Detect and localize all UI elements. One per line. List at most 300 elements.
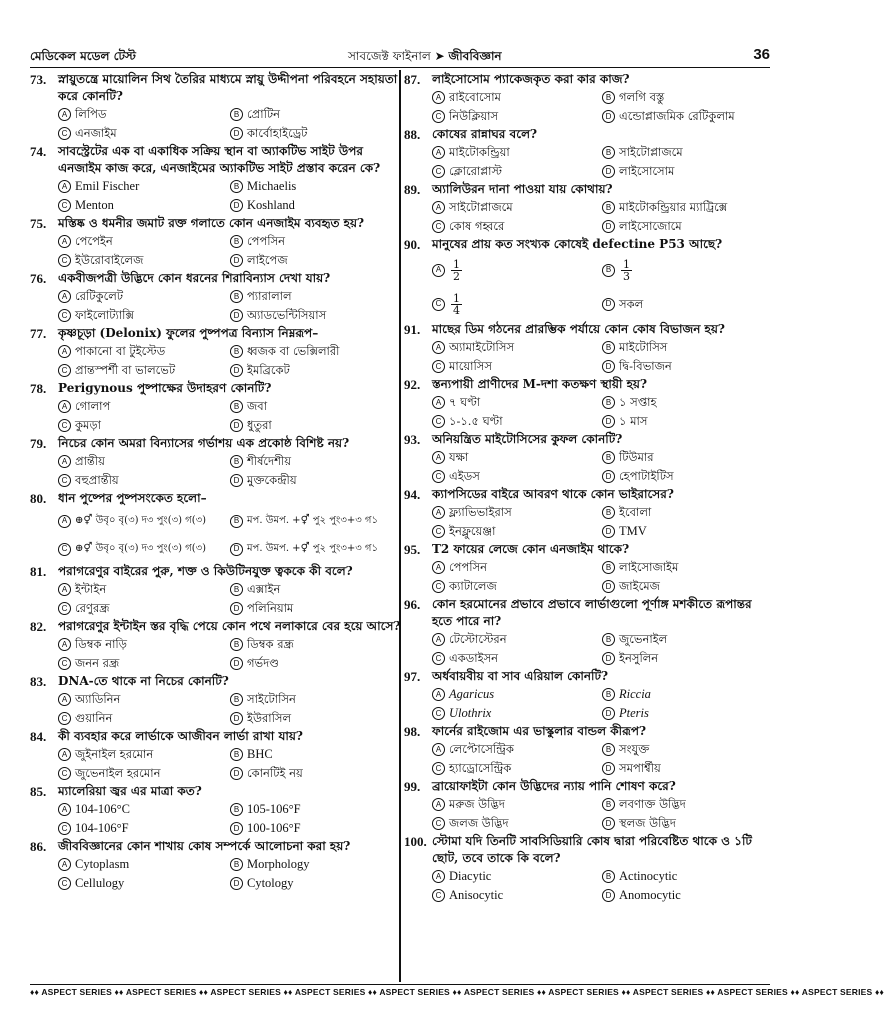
option-text: যক্ষা <box>449 450 469 464</box>
option-d[interactable] <box>602 217 772 236</box>
option-letter-circle-icon: D <box>602 652 615 665</box>
option-c[interactable] <box>432 886 602 905</box>
question-text: অর্ধবায়বীয় বা সাব এরিয়াল কোনটি? <box>432 669 609 683</box>
option-a[interactable] <box>432 253 602 287</box>
option-letter-circle-icon: A <box>432 633 445 646</box>
option-b[interactable] <box>230 855 402 874</box>
option-d[interactable] <box>602 287 772 321</box>
option-b[interactable] <box>602 143 772 162</box>
question-stem <box>404 431 772 448</box>
option-b[interactable] <box>602 685 772 704</box>
option-b[interactable] <box>602 338 772 357</box>
option-a[interactable] <box>58 580 230 599</box>
question-item <box>404 596 772 668</box>
options-grid <box>30 452 402 490</box>
question-stem <box>404 668 772 685</box>
options-grid <box>404 740 772 778</box>
option-b[interactable] <box>602 503 772 522</box>
option-letter-circle-icon: D <box>230 657 243 670</box>
option-d[interactable] <box>602 357 772 376</box>
option-text: জলজ উদ্ভিদ <box>449 816 509 830</box>
question-text: অ্যালিউরন দানা পাওয়া যায় কোথায়? <box>432 182 613 196</box>
option-letter-circle-icon: C <box>432 652 445 665</box>
option-c[interactable] <box>58 599 230 618</box>
question-text: স্তন্যপায়ী প্রাণীদের M-দশা কতক্ষণ স্থায়ী হয়? <box>432 377 647 391</box>
option-d[interactable] <box>230 709 402 728</box>
option-text: এইডস <box>449 469 480 483</box>
option-text: লবণাক্ত উদ্ভিদ <box>619 797 686 811</box>
footer-band: ♦♦ ASPECT SERIES ♦♦ ASPECT SERIES ♦♦ ASPECT SERIES ♦♦ ASPECT SERIES ♦♦ ASPECT SERIES ♦♦ ASPECT SERIES ♦♦ ASPECT SERIES ♦♦ ASPECT SERIES ♦♦ ASPECT SERIES ♦♦ ASPECT SERIES ♦♦ <box>30 984 770 1000</box>
option-a[interactable] <box>432 503 602 522</box>
option-d[interactable] <box>602 759 772 778</box>
option-letter-circle-icon: A <box>432 341 445 354</box>
question-item <box>30 215 402 270</box>
option-letter-circle-icon: D <box>602 525 615 538</box>
option-c[interactable] <box>58 196 230 215</box>
option-a[interactable] <box>432 740 602 759</box>
option-letter-circle-icon: A <box>58 345 71 358</box>
question-item <box>30 380 402 435</box>
option-text: লাইপেজ <box>247 253 288 267</box>
option-text: ⊕⚥ উবৃ০ বৃ(৩) দ৩ পুং(৩) গ(৩) <box>75 515 207 526</box>
question-item <box>30 728 402 783</box>
option-c[interactable] <box>432 814 602 833</box>
option-text: লাইসোজোমে <box>619 219 682 233</box>
option-text: ফ্ল্যাভিভাইরাস <box>449 505 512 519</box>
option-d[interactable] <box>230 874 402 893</box>
left-column <box>30 71 402 893</box>
option-text: জুভেনাইল <box>619 632 668 646</box>
option-d[interactable] <box>230 196 402 215</box>
option-d[interactable] <box>602 886 772 905</box>
option-letter-circle-icon: D <box>230 712 243 725</box>
option-d[interactable] <box>230 599 402 618</box>
option-b[interactable] <box>602 393 772 412</box>
option-b[interactable] <box>230 287 402 306</box>
question-item <box>404 126 772 181</box>
option-b[interactable] <box>230 745 402 764</box>
question-item <box>404 236 772 321</box>
question-text: জীববিজ্ঞানের কোন শাখায় কোষ সম্পর্কে আলোচনা করা হয়? <box>58 839 351 853</box>
option-b[interactable] <box>230 177 402 196</box>
option-b[interactable] <box>602 867 772 886</box>
option-letter-circle-icon: A <box>58 748 71 761</box>
option-c[interactable] <box>432 107 602 126</box>
option-text: নিউক্লিয়াস <box>449 109 499 123</box>
question-text: মস্তিষ্ক ও ধমনীর জমাট রক্ত গলাতে কোন এনজাইম ব্যবহৃত হয়? <box>58 216 365 230</box>
option-c[interactable] <box>432 577 602 596</box>
option-letter-circle-icon: C <box>432 817 445 830</box>
option-text: Anisocytic <box>449 888 504 902</box>
option-b[interactable] <box>230 690 402 709</box>
option-text: ক্যাটালেজ <box>449 579 497 593</box>
option-letter-circle-icon: D <box>230 822 243 835</box>
option-letter-circle-icon: D <box>230 127 243 140</box>
option-a[interactable] <box>432 143 602 162</box>
option-letter-circle-icon: B <box>602 688 615 701</box>
option-d[interactable] <box>230 471 402 490</box>
option-c[interactable] <box>58 654 230 673</box>
option-text: Pteris <box>619 706 649 720</box>
option-letter-circle-icon: A <box>432 798 445 811</box>
option-b[interactable] <box>602 88 772 107</box>
option-text: জনন রন্ধ্র <box>75 656 120 670</box>
option-letter-circle-icon: D <box>602 889 615 902</box>
question-item <box>404 321 772 376</box>
option-c[interactable] <box>58 361 230 380</box>
question-stem <box>404 778 772 795</box>
option-letter-circle-icon: A <box>432 201 445 214</box>
option-b[interactable] <box>602 630 772 649</box>
question-item <box>404 376 772 431</box>
option-text: স্থলজ উদ্ভিদ <box>619 816 676 830</box>
option-letter-circle-icon: A <box>58 455 71 468</box>
options-grid <box>404 685 772 723</box>
options-grid <box>404 393 772 431</box>
option-text: এনজাইম <box>75 126 117 140</box>
option-letter-circle-icon: D <box>602 707 615 720</box>
question-number: 89. <box>404 182 421 197</box>
question-number: 80. <box>30 491 47 506</box>
question-number: 87. <box>404 72 421 87</box>
option-c[interactable] <box>432 704 602 723</box>
question-number: 90. <box>404 237 421 252</box>
question-stem <box>30 270 402 287</box>
option-a[interactable] <box>58 397 230 416</box>
option-a[interactable] <box>432 198 602 217</box>
question-item <box>30 490 402 563</box>
option-a[interactable] <box>432 338 602 357</box>
question-stem <box>404 126 772 143</box>
option-d[interactable] <box>230 306 402 325</box>
options-grid <box>404 338 772 376</box>
option-d[interactable] <box>230 416 402 435</box>
option-text: দ্বি-বিভাজন <box>619 359 672 373</box>
fraction-denominator: 3 <box>623 269 630 283</box>
question-number: 97. <box>404 669 421 684</box>
option-a[interactable] <box>58 105 230 124</box>
option-d[interactable] <box>602 467 772 486</box>
option-c[interactable] <box>432 467 602 486</box>
option-letter-circle-icon: C <box>58 712 71 725</box>
question-text: কোন হরমোনের প্রভাবে প্রভাবে লার্ভাগুলো পূর্ণাঙ্গ মশকীতে রূপান্তর হতে পারে না? <box>432 597 752 628</box>
option-d[interactable] <box>602 704 772 723</box>
option-letter-circle-icon: A <box>58 583 71 596</box>
option-letter-circle-icon: D <box>602 220 615 233</box>
option-text: কার্বোহাইড্রেট <box>247 126 308 140</box>
option-letter-circle-icon: C <box>432 110 445 123</box>
option-letter-circle-icon: A <box>58 515 71 528</box>
question-number: 84. <box>30 729 47 744</box>
question-stem <box>30 838 402 855</box>
option-a[interactable] <box>432 867 602 886</box>
options-grid <box>404 198 772 236</box>
question-text: পরাগরেণুর বাইরের পুরু, শক্ত ও কিউটিনযুক্ত ত্বককে কী বলে? <box>58 564 353 578</box>
option-c[interactable] <box>432 217 602 236</box>
option-d[interactable] <box>602 162 772 181</box>
option-text: একডাইসন <box>449 651 499 665</box>
question-number: 92. <box>404 377 421 392</box>
option-c[interactable] <box>432 412 602 431</box>
option-a[interactable] <box>432 558 602 577</box>
option-c[interactable] <box>58 306 230 325</box>
option-d[interactable] <box>230 361 402 380</box>
option-letter-circle-icon: C <box>58 309 71 322</box>
option-text: ধ্বজক বা ভেক্সিলারী <box>247 344 340 358</box>
option-b[interactable] <box>602 448 772 467</box>
options-grid <box>30 105 402 143</box>
fraction-numerator: 1 <box>453 291 460 305</box>
option-text: Menton <box>75 198 114 212</box>
options-grid <box>404 630 772 668</box>
option-text: ইউরোবাইলেজ <box>75 253 144 267</box>
option-text: লেপ্টোসেন্ট্রিক <box>449 742 514 756</box>
fraction <box>621 259 632 282</box>
option-b[interactable] <box>230 635 402 654</box>
question-item <box>404 181 772 236</box>
option-text: সংযুক্ত <box>619 742 650 756</box>
question-item <box>30 270 402 325</box>
option-letter-circle-icon: C <box>58 657 71 670</box>
option-c[interactable] <box>58 124 230 143</box>
option-letter-circle-icon: A <box>58 858 71 871</box>
fraction-denominator: 2 <box>453 269 460 283</box>
option-letter-circle-icon: A <box>432 688 445 701</box>
option-letter-circle-icon: B <box>230 748 243 761</box>
question-stem <box>404 71 772 88</box>
question-number: 79. <box>30 436 47 451</box>
option-text: অ্যাডভেন্টিসিয়াস <box>247 308 327 322</box>
option-c[interactable] <box>432 162 602 181</box>
option-d[interactable] <box>602 649 772 668</box>
option-a[interactable] <box>432 685 602 704</box>
option-letter-circle-icon: B <box>602 91 615 104</box>
option-c[interactable] <box>432 357 602 376</box>
options-grid <box>404 795 772 833</box>
option-letter-circle-icon: B <box>230 693 243 706</box>
question-stem <box>404 486 772 503</box>
fraction-denominator: 4 <box>453 303 460 317</box>
option-c[interactable] <box>58 535 230 563</box>
options-grid <box>30 232 402 270</box>
option-d[interactable] <box>230 124 402 143</box>
option-text: হ্যাড্রোসেন্ট্রিক <box>449 761 512 775</box>
question-item <box>404 778 772 833</box>
option-text: পেপসিন <box>449 560 488 574</box>
option-c[interactable] <box>58 471 230 490</box>
option-a[interactable] <box>432 393 602 412</box>
question-text: লাইসোসোম প্যাকেজকৃত করা কার কাজ? <box>432 72 630 86</box>
option-c[interactable] <box>432 287 602 321</box>
fraction-numerator: 1 <box>453 257 460 271</box>
option-a[interactable] <box>58 507 230 535</box>
question-item <box>404 431 772 486</box>
fraction <box>451 259 462 282</box>
header-prefix: সাবজেক্ট ফাইনাল <box>348 49 431 63</box>
option-a[interactable] <box>58 177 230 196</box>
option-letter-circle-icon: D <box>230 309 243 322</box>
option-b[interactable] <box>602 740 772 759</box>
option-letter-circle-icon: B <box>602 201 615 214</box>
option-letter-circle-icon: A <box>58 803 71 816</box>
option-a[interactable] <box>58 745 230 764</box>
option-letter-circle-icon: B <box>602 264 615 277</box>
option-text: ১-১.৫ ঘণ্টা <box>449 414 503 428</box>
question-number: 81. <box>30 564 47 579</box>
option-text: গোলাপ <box>75 399 111 413</box>
option-text: Cytoplasm <box>75 857 130 871</box>
question-text: মানুষের প্রায় কত সংখ্যক কোষেই defectine P53 আছে? <box>432 237 723 251</box>
option-letter-circle-icon: B <box>602 633 615 646</box>
option-c[interactable] <box>58 709 230 728</box>
option-text: ডিম্বক রন্ধ্র <box>247 637 294 651</box>
option-letter-circle-icon: C <box>58 127 71 140</box>
option-letter-circle-icon: A <box>432 396 445 409</box>
option-d[interactable] <box>230 251 402 270</box>
options-grid <box>30 800 402 838</box>
option-a[interactable] <box>58 800 230 819</box>
question-stem <box>30 325 402 342</box>
fraction <box>451 293 462 316</box>
option-b[interactable] <box>602 198 772 217</box>
option-d[interactable] <box>602 522 772 541</box>
right-column <box>404 71 772 905</box>
option-text: কোষ গহ্বরে <box>449 219 505 233</box>
option-b[interactable] <box>230 105 402 124</box>
option-a[interactable] <box>432 88 602 107</box>
option-letter-circle-icon: B <box>230 638 243 651</box>
question-number: 93. <box>404 432 421 447</box>
question-stem <box>404 181 772 198</box>
option-letter-circle-icon: A <box>58 180 71 193</box>
option-text: জুভেনাইল হরমোন <box>75 766 161 780</box>
options-grid <box>404 503 772 541</box>
option-letter-circle-icon: C <box>58 419 71 432</box>
option-text: BHC <box>247 747 273 761</box>
option-text: ইন্টাইন <box>75 582 107 596</box>
option-text: ধুতুরা <box>247 418 272 432</box>
option-b[interactable] <box>230 452 402 471</box>
option-letter-circle-icon: B <box>230 858 243 871</box>
option-a[interactable] <box>58 287 230 306</box>
question-item <box>30 783 402 838</box>
option-text: Morphology <box>247 857 310 871</box>
option-letter-circle-icon: A <box>58 290 71 303</box>
option-text: ইবোলা <box>619 505 652 519</box>
option-letter-circle-icon: C <box>58 254 71 267</box>
option-c[interactable] <box>58 251 230 270</box>
option-text: অ্যাডিনিন <box>75 692 121 706</box>
option-a[interactable] <box>58 452 230 471</box>
option-d[interactable] <box>230 654 402 673</box>
option-letter-circle-icon: B <box>602 506 615 519</box>
option-letter-circle-icon: D <box>230 474 243 487</box>
option-c[interactable] <box>58 764 230 783</box>
options-grid <box>30 287 402 325</box>
option-d[interactable] <box>230 764 402 783</box>
option-c[interactable] <box>432 759 602 778</box>
option-a[interactable] <box>58 855 230 874</box>
option-d[interactable] <box>602 107 772 126</box>
option-b[interactable] <box>230 397 402 416</box>
question-stem <box>30 435 402 452</box>
question-text: স্টোমা যদি তিনটি সাবসিডিয়ারি কোষ দ্বারা পরিবেষ্টিত থাকে ও ১টি ছোট, তবে তাকে কি বলে? <box>432 834 752 865</box>
option-c[interactable] <box>58 874 230 893</box>
question-text: T2 ফায়ের লেজে কোন এনজাইম থাকে? <box>432 542 630 556</box>
option-letter-circle-icon: C <box>432 525 445 538</box>
question-item <box>30 325 402 380</box>
option-b[interactable] <box>230 580 402 599</box>
option-b[interactable] <box>602 253 772 287</box>
option-letter-circle-icon: B <box>602 341 615 354</box>
option-a[interactable] <box>58 342 230 361</box>
option-text: হেপাটাইটিস <box>619 469 674 483</box>
option-d[interactable] <box>230 535 402 563</box>
option-c[interactable] <box>432 522 602 541</box>
option-text: প্যারালাল <box>247 289 292 303</box>
option-a[interactable] <box>432 630 602 649</box>
option-letter-circle-icon: C <box>58 474 71 487</box>
options-grid <box>30 397 402 435</box>
option-c[interactable] <box>58 416 230 435</box>
option-d[interactable] <box>602 412 772 431</box>
option-b[interactable] <box>230 232 402 251</box>
option-a[interactable] <box>432 795 602 814</box>
question-item <box>404 833 772 905</box>
options-grid <box>404 143 772 181</box>
option-d[interactable] <box>602 814 772 833</box>
question-number: 100. <box>404 834 427 849</box>
option-letter-circle-icon: B <box>602 561 615 574</box>
option-d[interactable] <box>230 819 402 838</box>
option-letter-circle-icon: B <box>230 803 243 816</box>
options-grid <box>404 558 772 596</box>
question-number: 96. <box>404 597 421 612</box>
option-a[interactable] <box>58 232 230 251</box>
option-c[interactable] <box>58 819 230 838</box>
option-a[interactable] <box>58 635 230 654</box>
question-stem <box>30 728 402 745</box>
option-text: মাইটোসিস <box>619 340 668 354</box>
option-b[interactable] <box>230 507 402 535</box>
option-c[interactable] <box>432 649 602 668</box>
question-item <box>404 71 772 126</box>
option-letter-circle-icon: D <box>602 580 615 593</box>
question-text: Perigynous পুষ্পাক্ষের উদাহরণ কোনটি? <box>58 381 272 395</box>
option-b[interactable] <box>230 342 402 361</box>
option-b[interactable] <box>602 558 772 577</box>
option-text: Cytology <box>247 876 294 890</box>
option-letter-circle-icon: C <box>58 364 71 377</box>
option-a[interactable] <box>58 690 230 709</box>
option-text: ইমব্রিকেট <box>247 363 290 377</box>
option-text: ইনসুলিন <box>619 651 659 665</box>
option-d[interactable] <box>602 577 772 596</box>
option-letter-circle-icon: B <box>230 583 243 596</box>
option-b[interactable] <box>230 800 402 819</box>
option-a[interactable] <box>432 448 602 467</box>
fraction-numerator: 1 <box>623 257 630 271</box>
option-text: লিপিড <box>75 107 107 121</box>
question-number: 82. <box>30 619 47 634</box>
option-letter-circle-icon: B <box>230 235 243 248</box>
option-b[interactable] <box>602 795 772 814</box>
option-text: এন্ডোপ্লাজমিক রেটিকুলাম <box>619 109 735 123</box>
option-text: প্রোটিন <box>247 107 281 121</box>
question-stem <box>30 215 402 232</box>
options-grid <box>30 745 402 783</box>
option-letter-circle-icon: D <box>602 110 615 123</box>
